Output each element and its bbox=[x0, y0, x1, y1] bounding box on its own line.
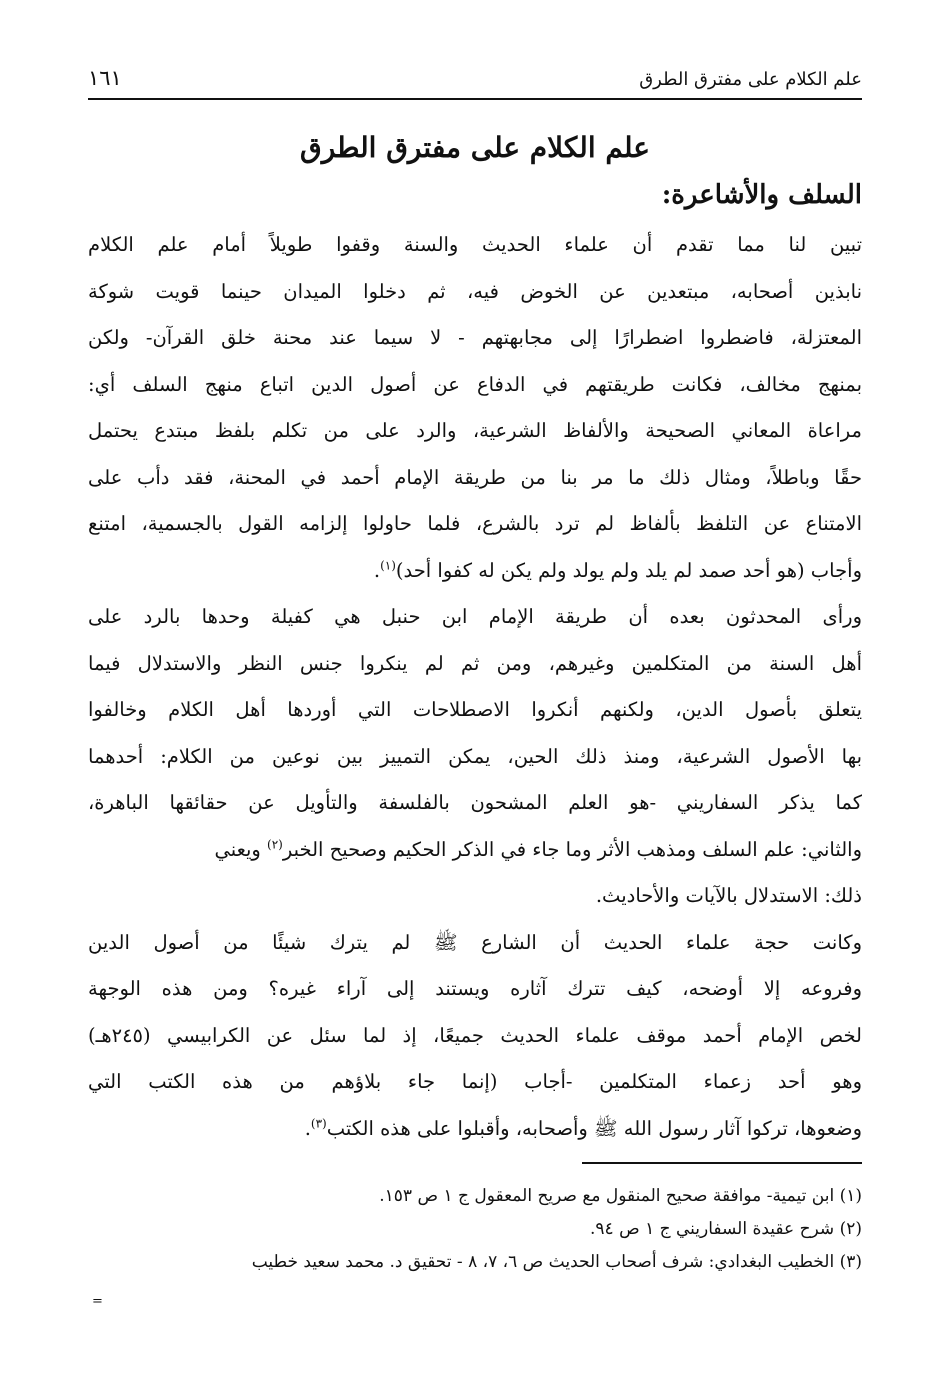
body-text bbox=[88, 222, 862, 1152]
running-title: علم الكلام على مفترق الطرق bbox=[639, 69, 862, 90]
body-line bbox=[88, 1106, 862, 1153]
body-line: بها الأصول الشرعية، ومنذ ذلك الحين، يمكن التمييز بين نوعين من الكلام: أحدهما bbox=[88, 744, 862, 768]
section-heading: السلف والأشاعرة: bbox=[661, 180, 862, 210]
footnotes bbox=[88, 1180, 862, 1279]
body-line bbox=[88, 827, 862, 874]
body-line-text: والثاني: علم السلف ومذهب الأثر وما جاء في الذكر الحكيم وصحيح الخبر bbox=[282, 837, 862, 861]
body-line: نابذين أصحابه، مبتعدين عن الخوض فيه، ثم دخلوا الميدان حينما قويت شوكة bbox=[88, 279, 862, 303]
body-line: مراعاة المعاني الصحيحة والألفاظ الشرعية، والرد على من تكلم بلفظ مبتدع يحتمل bbox=[88, 419, 862, 442]
footnote-ref: (١) bbox=[380, 558, 396, 572]
body-line-text: وضعوها، تركوا آثار رسول الله ﷺ وأصحابه، وأقبلوا على هذه الكتب bbox=[326, 1116, 862, 1140]
running-header bbox=[88, 66, 862, 94]
sentence-period: . bbox=[304, 1116, 311, 1140]
body-line: حقًا وباطلاً، ومثال ذلك ما مر بنا من طريقة الإمام أحمد في المحنة، فقد دأب على bbox=[88, 465, 862, 489]
body-line: كما يذكر السفاريني -هو العلم المشحون بالفلسفة والتأويل عن حقائقها الباهرة، bbox=[88, 791, 862, 814]
body-line bbox=[88, 548, 862, 595]
body-line: وهو أحد زعماء المتكلمين -أجاب (إنما جاء بلاؤهم من هذه الكتب التي bbox=[88, 1070, 862, 1093]
body-line: وكانت حجة علماء الحديث أن الشارع ﷺ لم يترك شيئًا من أصول الدين bbox=[88, 930, 862, 954]
footnote: (٣) الخطيب البغدادي: شرف أصحاب الحديث ص ٦، ٧، ٨ - تحقيق د. محمد سعيد خطيب bbox=[251, 1252, 862, 1272]
body-line-tail: ويعني bbox=[214, 837, 268, 861]
body-line: وفروعه إلا أوضحه، كيف تترك آثاره ويستند إلى آراء غيره؟ ومن هذه الوجهة bbox=[88, 977, 862, 1000]
body-line: ورأى المحدثون بعده أن طريقة الإمام ابن حنبل هي كفيلة وحدها بالرد على bbox=[88, 605, 862, 628]
footnote-ref: (٢) bbox=[267, 837, 283, 851]
body-line: ذلك: الاستدلال بالآيات والأحاديث. bbox=[595, 884, 862, 907]
body-line: أهل السنة من المتكلمين وغيرهم، ومن ثم لم ينكروا جنس النظر والاستدلال فيما bbox=[88, 651, 862, 675]
body-line: بمنهج مخالف، فكانت طريقتهم في الدفاع عن أصول الدين اتباع منهج السلف أي: bbox=[88, 372, 862, 396]
sentence-period: . bbox=[373, 558, 381, 582]
body-line: المعتزلة، فاضطروا اضطرارًا إلى مجابهتهم - لا سيما عند محنة خلق القرآن- ولكن bbox=[88, 326, 862, 349]
footnote: (١) ابن تيمية- موافقة صحيح المنقول مع صريح المعقول ج ١ ص ١٥٣. bbox=[379, 1186, 862, 1206]
continuation-mark: = bbox=[92, 1294, 103, 1309]
body-line: يتعلق بأصول الدين، ولكنهم أنكروا الاصطلاحات التي أوردها أهل الكلام وخالفوا bbox=[88, 698, 862, 721]
body-line-text: وأجاب (هو أحد صمد لم يلد ولم يولد ولم يكن له كفوا أحد) bbox=[395, 558, 862, 582]
body-line: تبين لنا مما تقدم أن علماء الحديث والسنة وقفوا طويلاً أمام علم الكلام bbox=[88, 233, 862, 256]
footnote-rule bbox=[582, 1162, 862, 1164]
body-line: الامتناع عن التلفظ بألفاظ لم ترد بالشرع، فلما حاولوا إلزامه القول بالجسمية، امتنع bbox=[88, 512, 862, 535]
footnote-ref: (٣) bbox=[310, 1116, 327, 1130]
footnote: (٢) شرح عقيدة السفاريني ج ١ ص ٩٤. bbox=[590, 1219, 862, 1239]
body-line: لخص الإمام أحمد موقف علماء الحديث جميعًا، إذ لما سئل عن الكرابيسي (٢٤٥هـ) bbox=[88, 1023, 862, 1047]
header-rule bbox=[88, 98, 862, 100]
page-number: ١٦١ bbox=[88, 66, 122, 90]
chapter-title: علم الكلام على مفترق الطرق bbox=[300, 131, 650, 164]
